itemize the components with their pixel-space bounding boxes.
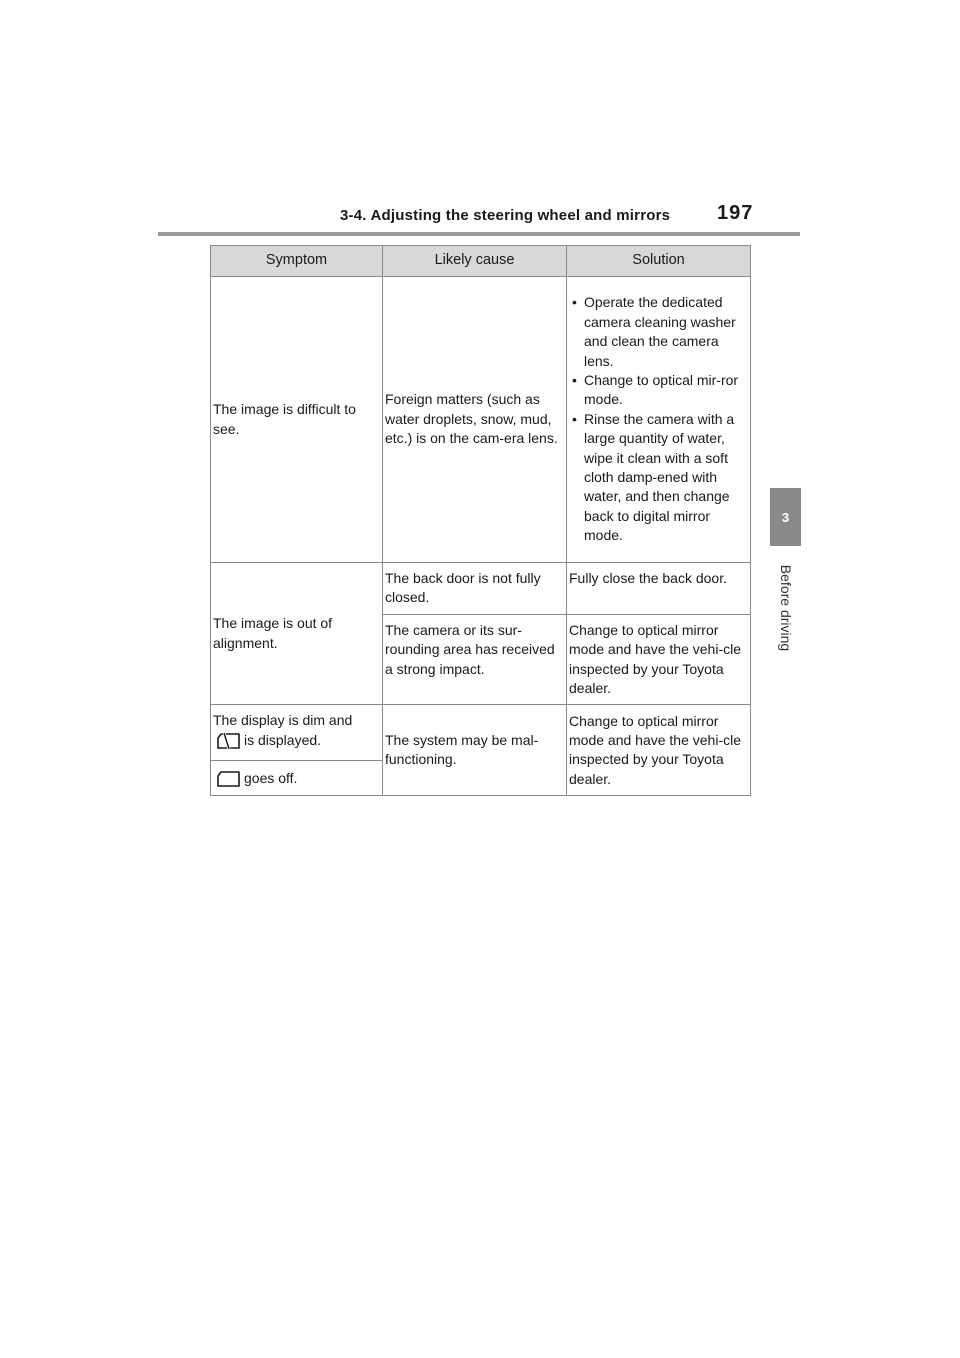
symptom-icon-line [213, 731, 380, 750]
symptom-line: goes off. [244, 769, 298, 786]
header-likely-cause: Likely cause [383, 246, 567, 277]
cause-cell: The system may be mal-functioning. [383, 705, 567, 796]
section-title: 3-4. Adjusting the steering wheel and mirrors [340, 207, 671, 224]
chapter-label: Before driving [778, 564, 794, 652]
chapter-tab [770, 488, 801, 546]
cause-cell: The camera or its sur-rounding area has received a strong impact. [383, 614, 567, 705]
header-rule [158, 232, 800, 236]
solution-list [569, 293, 748, 545]
solution-cell: Change to optical mirror mode and have the vehi-cle inspected by your Toyota dealer. [567, 614, 751, 705]
table-row [211, 705, 751, 761]
table-row [211, 563, 751, 615]
table-row [211, 277, 751, 563]
header-solution: Solution [567, 246, 751, 277]
mirror-warning-icon [215, 732, 241, 750]
mirror-off-icon [215, 770, 241, 788]
symptom-cell: The image is difficult to see. [211, 277, 383, 563]
troubleshooting-table [210, 245, 751, 796]
chapter-number: 3 [781, 509, 790, 525]
page-number: 197 [717, 202, 754, 224]
list-item: • Rinse the camera with a large quantity of water, wipe it clean with a soft cloth damp-ened with water, and then change back to digital mirror mode. [569, 410, 748, 546]
cause-cell: Foreign matters (such as water droplets, snow, mud, etc.) is on the cam-era lens. [383, 277, 567, 563]
symptom-line: The display is dim and [213, 712, 353, 729]
symptom-cell: The image is out of alignment. [211, 563, 383, 705]
solution-cell: Change to optical mirror mode and have the vehi-cle inspected by your Toyota dealer. [567, 705, 751, 796]
solution-cell: Fully close the back door. [567, 563, 751, 615]
list-item: • Change to optical mir-ror mode. [569, 371, 748, 410]
cause-cell: The back door is not fully closed. [383, 563, 567, 615]
table-header-row [211, 246, 751, 277]
symptom-icon-line [213, 769, 380, 788]
symptom-cell [211, 761, 383, 796]
solution-cell [567, 277, 751, 563]
list-item: • Operate the dedicated camera cleaning washer and clean the camera lens. [569, 293, 748, 371]
symptom-line: is displayed. [244, 731, 322, 748]
symptom-cell [211, 705, 383, 761]
header-symptom: Symptom [211, 246, 383, 277]
